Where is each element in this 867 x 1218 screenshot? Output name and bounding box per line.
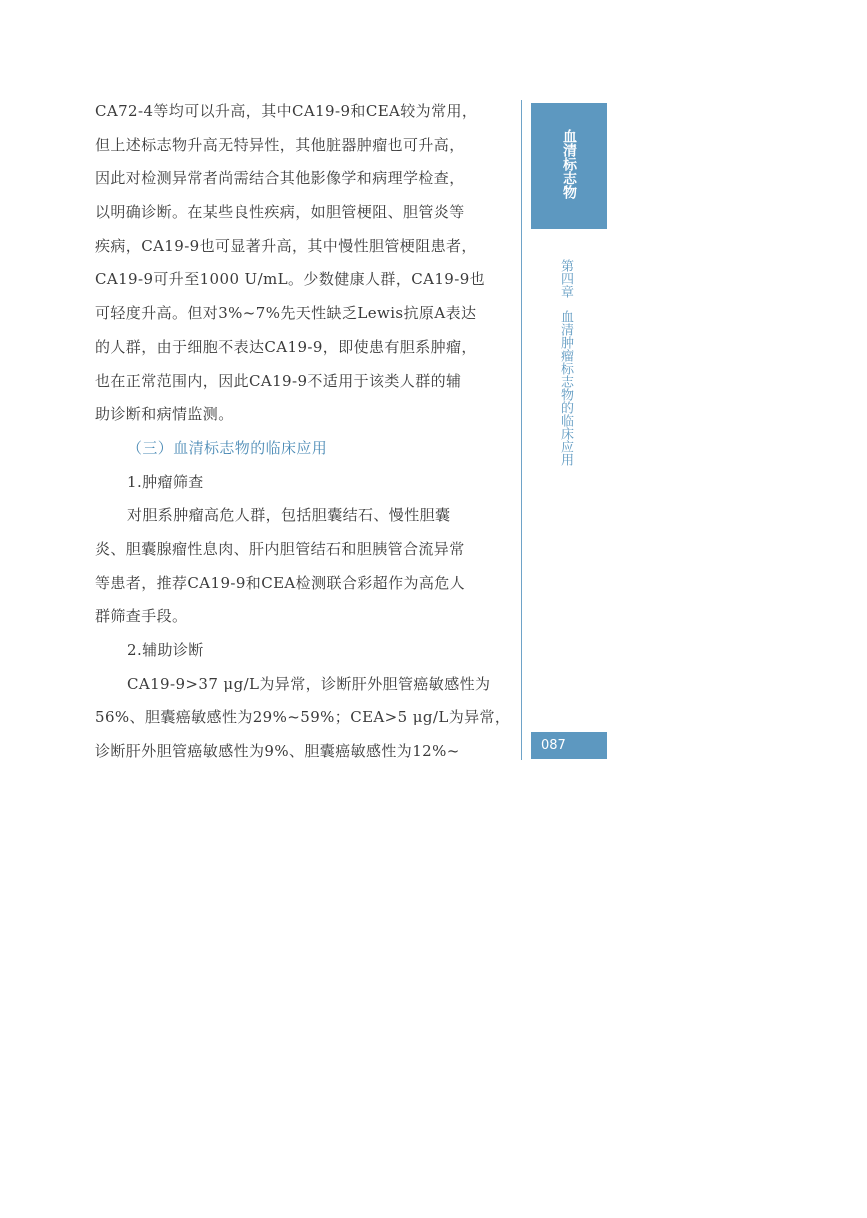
text-line: 但上述标志物升高无特异性，其他脏器肿瘤也可升高， bbox=[95, 135, 465, 154]
section-heading: （三）血清标志物的临床应用 bbox=[127, 438, 328, 457]
text-line: 也在正常范围内，因此CA19-9不适用于该类人群的辅 bbox=[95, 371, 462, 390]
body-text bbox=[95, 95, 511, 769]
text-line: 炎、胆囊腺瘤性息肉、肝内胆管结石和胆胰管合流异常 bbox=[95, 539, 465, 558]
section-tab bbox=[531, 103, 607, 229]
subsection-title-diagnosis: 2.辅助诊断 bbox=[127, 641, 204, 659]
text-line: 以明确诊断。在某些良性疾病，如胆管梗阻、胆管炎等 bbox=[95, 203, 465, 222]
text-line: 群筛查手段。 bbox=[95, 607, 188, 626]
subsection-title-screening: 1.肿瘤筛查 bbox=[127, 472, 204, 491]
chapter-number: 第四章 bbox=[558, 259, 573, 298]
text-line: 可轻度升高。但对3%~7%先天性缺乏Lewis抗原A表达 bbox=[95, 304, 477, 323]
text-line: CA19-9>37 μg/L为异常，诊断肝外胆管癌敏感性为 bbox=[127, 674, 491, 693]
chapter-name: 血清肿瘤标志物的临床应用 bbox=[558, 310, 573, 466]
vertical-divider bbox=[521, 100, 522, 760]
text-line: 疾病，CA19-9也可显著升高，其中慢性胆管梗阻患者， bbox=[95, 236, 477, 255]
text-line: 对胆系肿瘤高危人群，包括胆囊结石、慢性胆囊 bbox=[127, 506, 451, 525]
text-line: 等患者，推荐CA19-9和CEA检测联合彩超作为高危人 bbox=[95, 573, 466, 592]
text-line: CA72-4等均可以升高，其中CA19-9和CEA较为常用， bbox=[95, 102, 478, 120]
page-number: 087 bbox=[531, 732, 607, 759]
chapter-title bbox=[555, 259, 573, 466]
text-line: 56%、胆囊癌敏感性为29%~59%；CEA>5 μg/L为异常， bbox=[95, 708, 511, 727]
text-line: 助诊断和病情监测。 bbox=[95, 405, 234, 424]
text-line: CA19-9可升至1000 U/mL。少数健康人群，CA19-9也 bbox=[95, 270, 486, 289]
section-tab-label: 血清标志物 bbox=[561, 129, 577, 199]
text-line: 因此对检测异常者尚需结合其他影像学和病理学检查， bbox=[95, 169, 465, 188]
text-line: 的人群，由于细胞不表达CA19-9，即使患有胆系肿瘤， bbox=[95, 337, 477, 356]
text-line: 诊断肝外胆管癌敏感性为9%、胆囊癌敏感性为12%~ bbox=[95, 742, 460, 761]
